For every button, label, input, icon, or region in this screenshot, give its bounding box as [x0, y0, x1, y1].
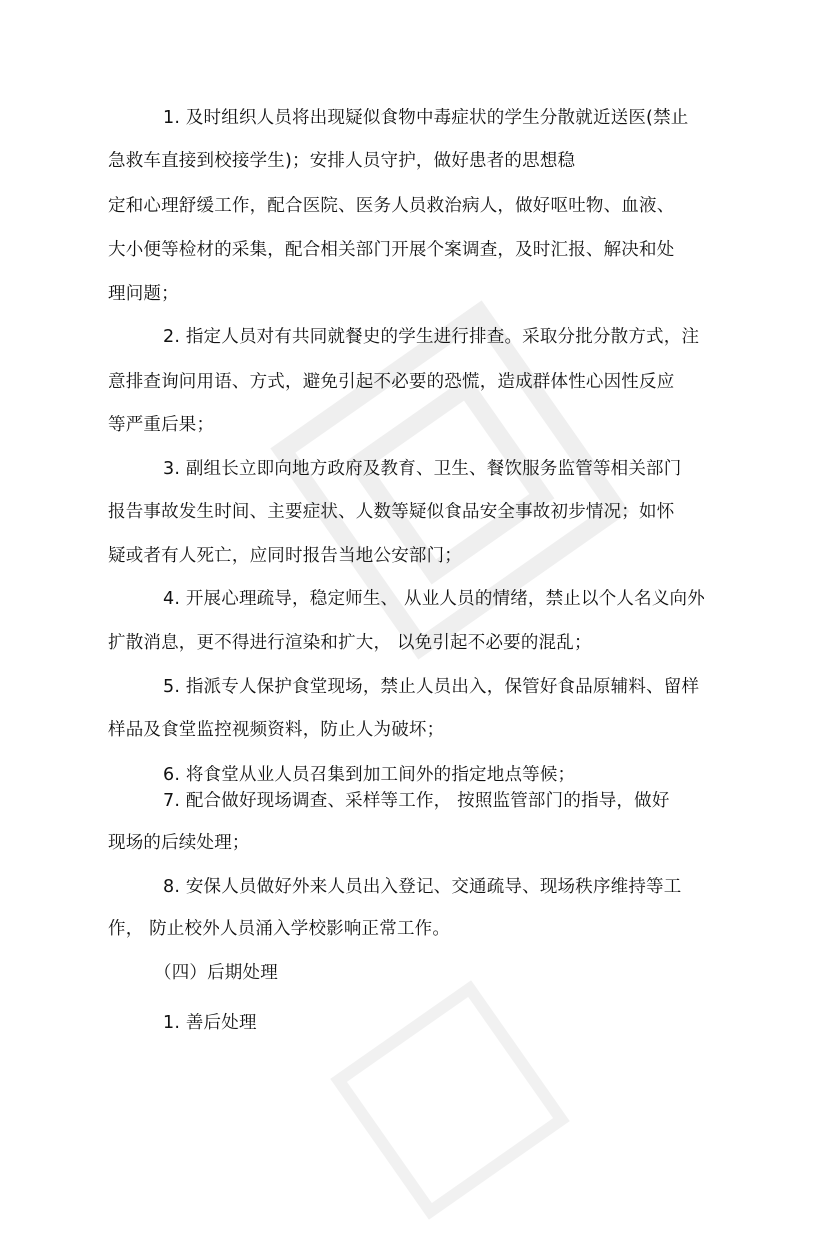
paragraph-4-line-1: 4. 开展心理疏导，稳定师生、 从业人员的情绪，禁止以个人名义向外: [163, 589, 705, 609]
paragraph-2-line-1: 2. 指定人员对有共同就餐史的学生进行排查。采取分批分散方式，注: [163, 327, 700, 347]
paragraph-7-line-2: 现场的后续处理；: [108, 833, 250, 853]
paragraph-1-line-5: 理问题；: [108, 284, 179, 304]
paragraph-3-line-2: 报告事故发生时间、主要症状、人数等疑似食品安全事故初步情况；如怀: [108, 502, 675, 522]
paragraph-2-line-3: 等严重后果；: [108, 415, 215, 435]
paragraph-3-line-1: 3. 副组长立即向地方政府及教育、卫生、餐饮服务监管等相关部门: [163, 459, 682, 479]
paragraph-1-line-2: 急救车直接到校接学生)；安排人员守护，做好患者的思想稳: [108, 151, 576, 171]
section-heading: （四）后期处理: [154, 963, 278, 983]
paragraph-2-line-2: 意排查询问用语、方式，避免引起不必要的恐慌，造成群体性心因性反应: [108, 372, 675, 392]
paragraph-1-line-4: 大小便等检材的采集，配合相关部门开展个案调查，及时汇报、解决和处: [108, 240, 675, 260]
paragraph-1-line-3: 定和心理舒缓工作，配合医院、医务人员救治病人，做好呕吐物、血液、: [108, 196, 675, 216]
subsection-heading: 1. 善后处理: [163, 1013, 257, 1033]
paragraph-1-line-1: 1. 及时组织人员将出现疑似食物中毒症状的学生分散就近送医(禁止: [163, 108, 689, 128]
paragraph-8-line-1: 8. 安保人员做好外来人员出入登记、交通疏导、现场秩序维持等工: [163, 877, 682, 897]
paragraph-5-line-1: 5. 指派专人保护食堂现场，禁止人员出入，保管好食品原辅料、留样: [163, 677, 700, 697]
watermark-icon: [294, 949, 605, 1250]
paragraph-7-line-1: 7. 配合做好现场调查、采样等工作， 按照监管部门的指导，做好: [163, 791, 670, 811]
paragraph-3-line-3: 疑或者有人死亡，应同时报告当地公安部门；: [108, 546, 462, 566]
paragraph-6-line-1: 6. 将食堂从业人员召集到加工间外的指定地点等候；: [163, 765, 576, 785]
paragraph-5-line-2: 样品及食堂监控视频资料，防止人为破坏；: [108, 720, 445, 740]
paragraph-8-line-2: 作， 防止校外人员涌入学校影响正常工作。: [108, 919, 451, 939]
paragraph-4-line-2: 扩散消息，更不得进行渲染和扩大， 以免引起不必要的混乱；: [108, 633, 592, 653]
